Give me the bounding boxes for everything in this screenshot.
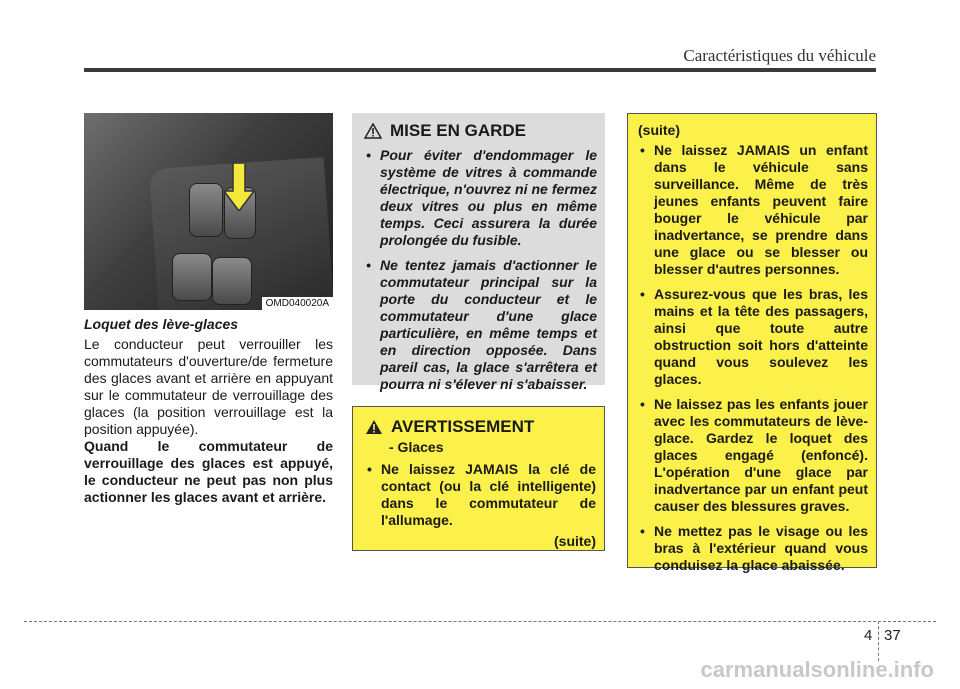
figure-caption: Loquet des lève-glaces — [84, 316, 239, 332]
switch-button — [172, 253, 212, 301]
warning-box — [352, 406, 605, 551]
footer-rule — [24, 621, 936, 622]
continued-label: (suite) — [554, 533, 596, 549]
page-separator — [878, 621, 879, 661]
list-item: • Ne mettez pas le visage ou les bras à l'extérieur quand vous conduisez la glace abaissée. — [638, 523, 868, 574]
warning-continued-list — [638, 142, 868, 574]
watermark: carmanualsonline.info — [700, 657, 934, 682]
warning-title-text: AVERTISSEMENT — [391, 417, 535, 436]
chapter-number: 4 — [864, 627, 873, 644]
list-item: • Ne laissez pas les enfants jouer avec les commutateurs de lève-glace. Gardez le loquet des glaces engagé (enfoncé). L'opération d'une glace par inadvertance par un enfant peut causer des blessures graves. — [638, 396, 868, 515]
list-item: • Assurez-vous que les bras, les mains et la tête des passagers, ainsi que toute autre obstruction soit hors d'atteinte quand vous soulevez les glaces. — [638, 286, 868, 388]
page-number: 37 — [884, 627, 901, 644]
page-header-title: Caractéristiques du véhicule — [683, 46, 876, 65]
switch-button — [212, 257, 252, 305]
warning-triangle-icon — [365, 419, 383, 435]
arrow-down-icon — [224, 163, 254, 211]
window-switch-photo — [84, 113, 333, 310]
body-paragraph-bold: Quand le commutateur de verrouillage des glaces est appuyé, le conducteur ne peut pas non plus actionner les glaces avant et arrière. — [84, 438, 333, 505]
warning-triangle-icon — [364, 123, 382, 139]
header-rule — [84, 68, 876, 72]
list-item: • Ne tentez jamais d'actionner le commutateur principal sur la porte du conducteur et le commutateur d'une glace particulière, en même temps et en direction opposée. Dans pareil cas, la glace s'arrêtera et pourra ni s'élever ni s'abaisser. — [364, 257, 597, 393]
list-item: • Ne laissez JAMAIS la clé de contact (ou la clé intelligente) dans le commutateur de l'allumage. — [365, 461, 596, 529]
warning-continued-box — [627, 113, 877, 573]
list-item: • Pour éviter d'endommager le système de vitres à commande électrique, n'ouvrez ni ne fermez deux vitres ou plus en même temps. Ceci assurera la durée prolongée du fusible. — [364, 147, 597, 249]
warning-list — [365, 461, 596, 529]
caution-list — [364, 147, 597, 393]
figure-code: OMD040020A — [262, 297, 333, 310]
warning-title — [365, 417, 596, 437]
body-paragraph: Le conducteur peut verrouiller les commutateurs d'ouverture/de fermeture des glaces avant et arrière en appuyant sur le commutateur de verrouillage des glaces (la position verrouillage est la position appuyée). — [84, 336, 333, 437]
caution-box — [352, 113, 605, 392]
caution-title — [364, 121, 597, 141]
warning-subtitle: - Glaces — [389, 439, 444, 455]
caution-title-text: MISE EN GARDE — [390, 121, 527, 140]
continued-label: (suite) — [638, 122, 680, 138]
list-item: • Ne laissez JAMAIS un enfant dans le véhicule sans surveillance. Même de très jeunes enfants peuvent faire bouger le véhicule par inadvertance, se prendre dans une glace ou se blesser ou blesser d'autres personnes. — [638, 142, 868, 278]
switch-button — [189, 183, 223, 237]
